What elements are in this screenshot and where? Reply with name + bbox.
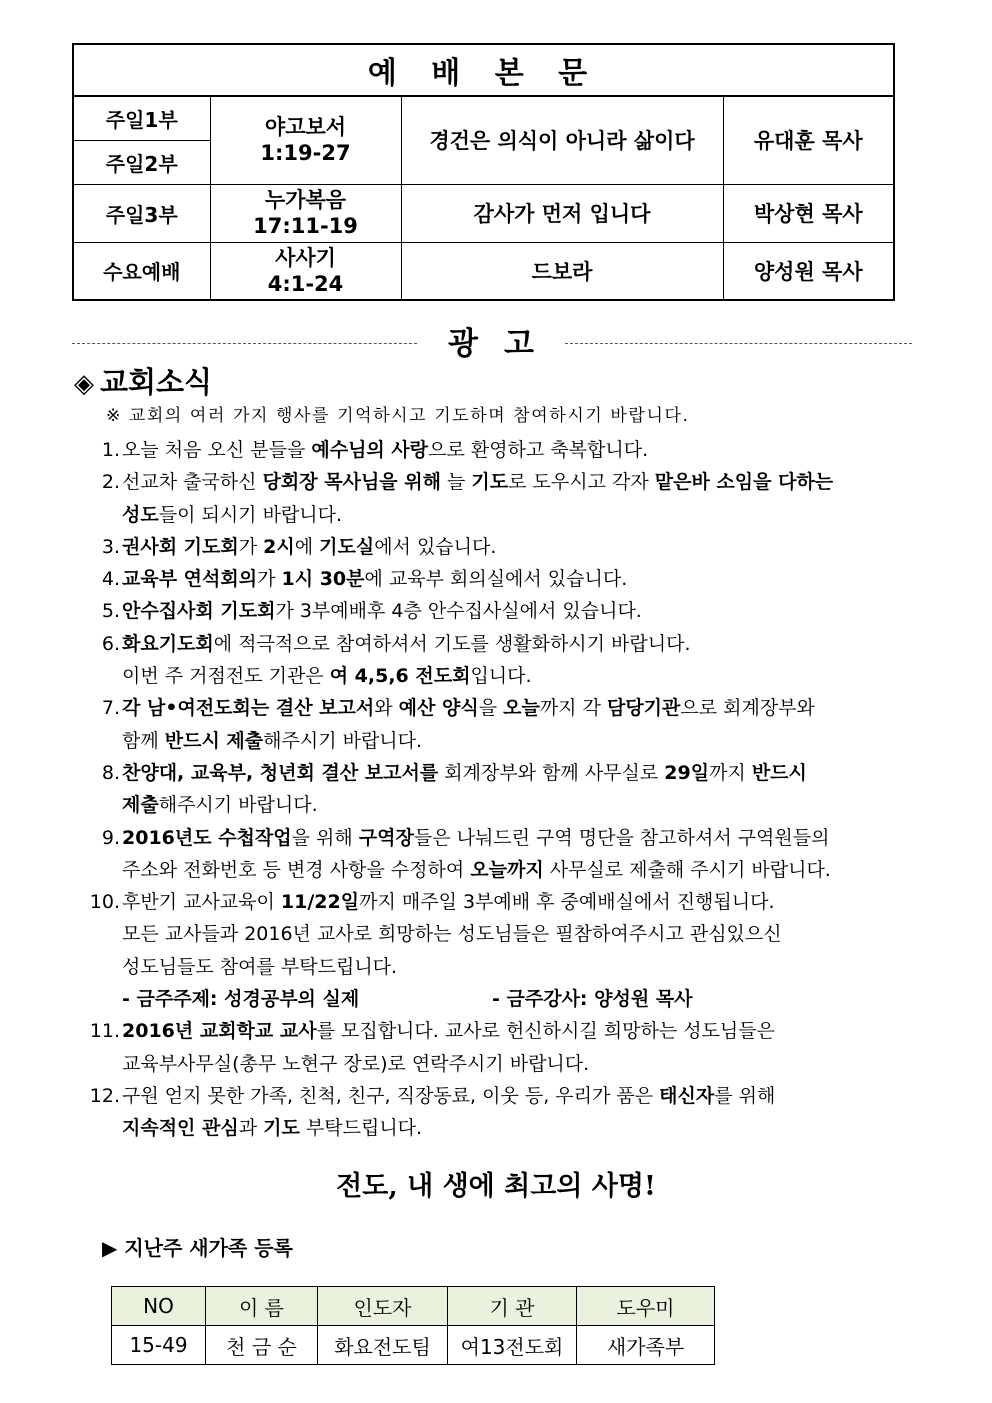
text-segment: 담당기관 [606, 697, 681, 720]
item-text [122, 434, 648, 466]
preacher-name: 박상현 목사 [723, 184, 894, 242]
text-segment: 여 4,5,6 전도회 [329, 665, 471, 688]
text-segment: 오늘까지 [470, 858, 544, 881]
text-segment: 해주시기 바랍니다. [158, 794, 318, 817]
text-segment: 늘 [440, 471, 472, 494]
service-name: 주일1부 [73, 96, 210, 140]
item-text [122, 531, 496, 563]
text-segment: 제출 [122, 794, 159, 817]
item-text [122, 725, 422, 757]
table-row [112, 1326, 715, 1365]
item-number: 11. [89, 1020, 120, 1043]
column-header: 도우미 [577, 1287, 715, 1326]
text-segment: 으로 환영하고 축복합니다. [428, 439, 649, 461]
item-text [122, 692, 815, 724]
announcement-line [74, 531, 924, 563]
text-segment: 모든 교사들과 2016년 교사로 희망하는 성도님들은 필참하여주시고 관심있으신 [122, 923, 782, 946]
sermon-table [72, 43, 895, 301]
announcement-line [74, 1015, 924, 1047]
item-text [122, 951, 397, 983]
text-segment: 가 [238, 535, 264, 558]
scripture-book: 사사기 [275, 245, 336, 270]
text-segment: 29일 [664, 761, 710, 784]
item-number: 10. [89, 891, 120, 914]
scripture-reference [210, 96, 401, 184]
text-segment: 들은 나눠드린 구역 명단을 참고하셔서 구역원들의 [413, 826, 830, 849]
announcement-line [74, 595, 924, 627]
sermon-title: 드보라 [401, 242, 723, 300]
text-segment: 부탁드립니다. [299, 1117, 423, 1140]
text-segment: 를 모집합니다. 교사로 헌신하시길 희망하는 성도님들은 [316, 1020, 775, 1043]
item-number: 4. [101, 568, 120, 591]
text-segment: 태신자 [659, 1084, 715, 1107]
text-segment: 기도 [263, 1117, 300, 1140]
announcement-line [74, 983, 924, 1015]
text-segment: 오늘 처음 오신 분들을 [122, 439, 312, 461]
divider [565, 343, 912, 344]
text-segment: 에 [294, 535, 320, 558]
scripture-reference [210, 184, 401, 242]
text-segment: 맡은바 소임을 다하는 [654, 471, 834, 494]
item-text [122, 789, 318, 821]
announcement-line [74, 951, 924, 983]
text-segment: 으로 회계장부와 [680, 697, 815, 720]
text-segment: 까지 [709, 761, 752, 784]
scripture-book: 야고보서 [264, 115, 347, 140]
text-segment: 주소와 전화번호 등 변경 사항을 수정하여 [122, 858, 471, 881]
item-number: 5. [101, 600, 120, 623]
sermon-title: 감사가 먼저 입니다 [401, 184, 723, 242]
text-segment: 오늘 [503, 697, 540, 720]
text-segment: 2016년 교회학교 교사 [122, 1020, 317, 1043]
text-segment: 에서 있습니다. [374, 535, 497, 558]
column-header: 기 관 [448, 1287, 577, 1326]
item-number: 12. [89, 1084, 120, 1107]
text-segment: 반드시 [751, 761, 807, 784]
text-segment: 찬양대, 교육부, 청년회 결산 보고서를 [122, 761, 439, 784]
text-segment: 까지 매주일 3부예배 후 중예배실에서 진행됩니다. [359, 891, 775, 914]
text-segment: 해주시기 바랍니다. [263, 729, 423, 752]
column-header: 인도자 [318, 1287, 448, 1326]
text-segment: 선교차 출국하신 [122, 471, 263, 494]
announcement-line [74, 628, 924, 660]
announcement-line [74, 499, 924, 531]
announcement-note: ※ 교회의 여러 가지 행사를 기억하시고 기도하며 참여하시기 바랍니다. [106, 406, 690, 426]
announcement-header [72, 318, 912, 362]
text-segment: 을 위해 [291, 826, 359, 849]
announcement-line [74, 692, 924, 724]
text-segment: 과 [238, 1117, 264, 1140]
item-text [122, 628, 691, 660]
text-segment: 을 [478, 697, 504, 720]
item-text [122, 918, 782, 950]
text-segment: 예수님의 사랑 [311, 439, 429, 461]
item-text [122, 499, 342, 531]
text-segment: 권사회 기도회 [122, 535, 239, 558]
item-number: 8. [101, 761, 120, 784]
text-segment: 와 [374, 697, 399, 720]
announcement-line [74, 757, 924, 789]
text-segment: 반드시 제출 [164, 729, 264, 752]
text-segment: 성도님들도 참여를 부탁드립니다. [122, 955, 398, 978]
text-segment: 예산 양식 [398, 697, 479, 720]
service-name: 수요예배 [73, 242, 210, 300]
text-segment: 당회장 목사님을 위해 [262, 471, 441, 494]
announcement-line [74, 1080, 924, 1112]
scripture-reference [210, 242, 401, 300]
announcement-line [74, 1048, 924, 1080]
text-segment: 구원 얻지 못한 가족, 친척, 친구, 직장동료, 이웃 등, 우리가 품은 [122, 1084, 660, 1107]
item-number: 7. [101, 697, 120, 720]
text-segment: 에 적극적으로 참여하셔서 기도를 생활화하시기 바랍니다. [213, 632, 691, 655]
text-segment: 성도 [122, 503, 159, 526]
text-segment: 기도 [471, 471, 509, 494]
announcement-line [74, 660, 924, 692]
text-segment: 안수집사회 기도회 [122, 600, 276, 623]
announcement-line [74, 886, 924, 918]
text-segment: 1시 30분 [281, 568, 365, 591]
announcement-line [74, 466, 924, 498]
item-number: 2. [101, 471, 120, 494]
text-segment: - 금주강사: 양성원 목사 [492, 988, 693, 1011]
item-text [122, 757, 807, 789]
item-number: 3. [101, 535, 120, 558]
table-cell: 천 금 순 [206, 1326, 318, 1365]
table-cell: 여13전도회 [448, 1326, 577, 1365]
new-family-table [111, 1286, 715, 1365]
announcement-line [74, 434, 924, 466]
column-header: 이 름 [206, 1287, 318, 1326]
item-number: 1. [101, 439, 120, 461]
column-header: NO [112, 1287, 206, 1326]
item-text [122, 983, 693, 1015]
sermon-title: 경건은 의식이 아니라 삶이다 [401, 96, 723, 184]
text-segment: - 금주주제: 성경공부의 실제 [122, 988, 360, 1011]
slogan: 전도, 내 생에 최고의 사명! [336, 1171, 656, 1202]
announcement-line [74, 725, 924, 757]
announcement-line [74, 789, 924, 821]
text-segment: 교육부사무실(총무 노현구 장로)로 연락주시기 바랍니다. [122, 1052, 590, 1075]
text-segment: 를 위해 [714, 1084, 776, 1107]
scripture-verse: 1:19-27 [260, 141, 351, 166]
item-text [122, 563, 627, 595]
service-name: 주일3부 [73, 184, 210, 242]
text-segment: 이번 주 거점전도 기관은 [122, 665, 330, 688]
text-segment: 로 도우시고 각자 [508, 471, 655, 494]
text-segment: 각 남•여전도회는 결산 보고서 [122, 697, 375, 720]
text-segment: 들이 되시기 바랍니다. [158, 503, 343, 526]
sermon-table-title: 예 배 본 문 [73, 44, 894, 96]
announcement-line [74, 563, 924, 595]
section-heading [74, 360, 212, 401]
divider [72, 343, 417, 344]
table-cell: 화요전도팀 [318, 1326, 448, 1365]
item-text [122, 466, 833, 498]
text-segment: 교육부 연석회의 [122, 568, 258, 591]
text-segment: 2시 [263, 535, 295, 558]
scripture-verse: 4:1-24 [267, 271, 344, 296]
new-family-title: ▶ 지난주 새가족 등록 [102, 1236, 293, 1260]
text-segment: 입니다. [470, 665, 532, 688]
text-segment: 11/22일 [280, 891, 360, 914]
text-segment: 까지 각 [539, 697, 607, 720]
item-number: 6. [101, 632, 120, 655]
item-text [122, 1080, 775, 1112]
text-segment: 화요기도회 [122, 632, 214, 655]
item-number: 9. [101, 826, 120, 849]
section-title: 교회소식 [100, 365, 213, 399]
item-text [122, 854, 831, 886]
item-text [122, 595, 642, 627]
text-segment: 기도실 [319, 535, 375, 558]
text-segment: 지속적인 관심 [122, 1117, 239, 1140]
text-segment: 회계장부와 함께 사무실로 [438, 761, 665, 784]
diamond-icon: ◈ [74, 369, 94, 399]
item-text [122, 1048, 589, 1080]
text-segment: 가 3부예배후 4층 안수집사실에서 있습니다. [275, 600, 642, 623]
preacher-name: 양성원 목사 [723, 242, 894, 300]
announcement-line [74, 918, 924, 950]
table-cell: 15-49 [112, 1326, 206, 1365]
item-text [122, 660, 532, 692]
item-text [122, 1015, 775, 1047]
announcement-line [74, 854, 924, 886]
text-segment: 후반기 교사교육이 [122, 891, 281, 914]
item-text [122, 886, 775, 918]
text-segment: 구역장 [358, 826, 414, 849]
scripture-verse: 17:11-19 [253, 214, 358, 238]
text-segment: 사무실로 제출해 주시기 바랍니다. [543, 858, 831, 881]
item-text [122, 822, 829, 854]
announcement-line [74, 822, 924, 854]
service-name: 주일2부 [73, 140, 210, 184]
scripture-book: 누가복음 [264, 188, 347, 212]
text-segment: 에 교육부 회의실에서 있습니다. [364, 568, 628, 591]
text-segment: 함께 [122, 729, 165, 752]
announcement-list [74, 434, 924, 1145]
preacher-name: 유대훈 목사 [723, 96, 894, 184]
announcement-title: 광고 [448, 326, 560, 362]
table-cell: 새가족부 [577, 1326, 715, 1365]
item-text [122, 1112, 422, 1144]
text-segment: 가 [257, 568, 282, 591]
text-segment: 2016년도 수첩작업 [122, 826, 292, 849]
announcement-line [74, 1112, 924, 1144]
